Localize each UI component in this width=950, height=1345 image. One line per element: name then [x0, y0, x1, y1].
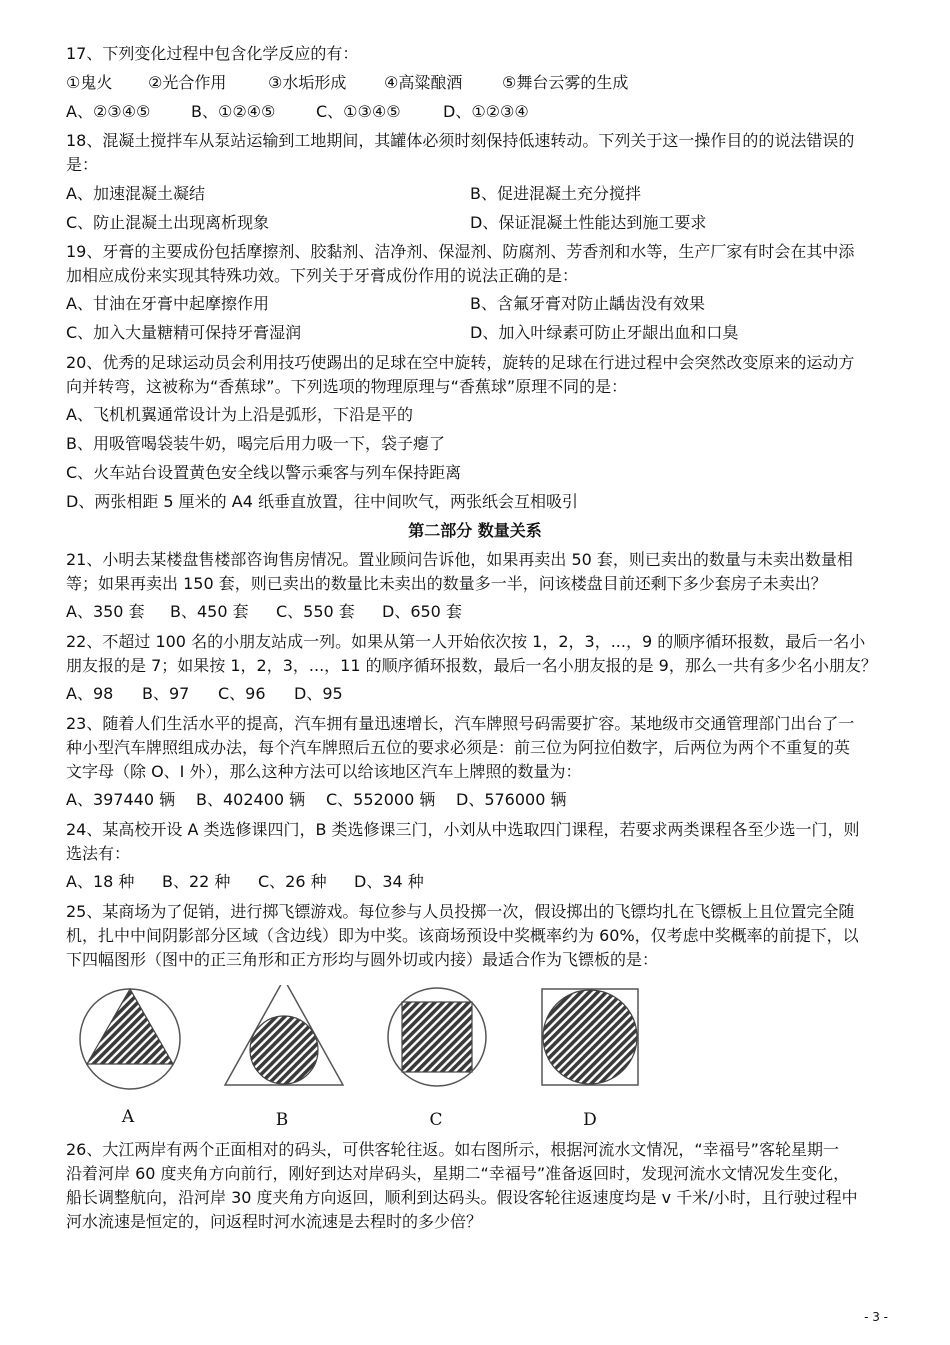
q22-stem-line2: 朋友报的是 7；如果按 1，2，3，...，11 的顺序循环报数，最后一名小朋友报的是 9，那么一共有多少名小朋友？ [66, 656, 877, 675]
q22-option-d: D、95 [294, 684, 343, 703]
q26-stem-line4: 河水流速是恒定的，问返程时河水流速是去程时的多少倍？ [66, 1212, 483, 1231]
q21-option-b: B、450 套 [170, 602, 249, 621]
q25-stem-line1: 25、某商场为了促销，进行掷飞镖游戏。每位参与人员投掷一次，假设掷出的飞镖均扎在飞镖板上且位置完全随 [66, 902, 855, 921]
q24-option-a: A、18 种 [66, 872, 135, 891]
q17-item-1: ①鬼火 [66, 73, 113, 92]
q19-option-b: B、含氟牙膏对防止龋齿没有效果 [470, 294, 705, 313]
q21-stem-line2: 等；如果再卖出 150 套，则已卖出的数量比未卖出的数量多一半，问该楼盘目前还剩下多少套房子未卖出？ [66, 574, 827, 593]
q23-stem-line2: 种小型汽车牌照组成办法，每个汽车牌照后五位的要求必须是：前三位为阿拉伯数字，后两位为两个不重复的英 [66, 738, 851, 757]
q23-option-d: D、576000 辆 [456, 790, 567, 809]
q23-option-c: C、552000 辆 [326, 790, 436, 809]
page-number: - 3 - [864, 1310, 888, 1324]
q24-option-b: B、22 种 [162, 872, 231, 891]
figure-a-circle-with-triangle [80, 989, 180, 1089]
q17-item-5: ⑤舞台云雾的生成 [502, 73, 629, 92]
q23-stem-line1: 23、随着人们生活水平的提高，汽车拥有量迅速增长，汽车牌照号码需要扩容。某地级市交通管理部门出台了一 [66, 714, 855, 733]
q17-option-d: D、①②③④ [443, 102, 529, 121]
q19-stem-line1: 19、牙膏的主要成份包括摩擦剂、胶黏剂、洁净剂、保湿剂、防腐剂、芳香剂和水等，生产厂家有时会在其中添 [66, 242, 855, 261]
q22-option-c: C、96 [218, 684, 266, 703]
q20-stem-line2: 向并转弯，这被称为“香蕉球”。下列选项的物理原理与“香蕉球”原理不同的是： [66, 377, 628, 396]
figure-label-b: B [275, 1110, 289, 1130]
q17-option-c: C、①③④⑤ [316, 102, 401, 121]
figure-label-a: A [121, 1107, 135, 1127]
q20-stem-line1: 20、优秀的足球运动员会利用技巧使踢出的足球在空中旋转，旋转的足球在行进过程中会突然改变原来的运动方 [66, 353, 855, 372]
q17-option-a: A、②③④⑤ [66, 102, 151, 121]
figure-c-circle-with-square [388, 988, 486, 1086]
q18-option-c: C、防止混凝土出现离析现象 [66, 213, 270, 232]
q17-stem: 17、下列变化过程中包含化学反应的有： [66, 44, 359, 63]
q23-option-a: A、397440 辆 [66, 790, 176, 809]
q24-option-d: D、34 种 [354, 872, 424, 891]
q26-stem-line3: 船长调整航向，沿河岸 30 度夹角方向返回，顺利到达码头。假设客轮往返速度均是 v 千米/小时，且行驶过程中 [66, 1188, 858, 1207]
q17-item-3: ③水垢形成 [268, 73, 347, 92]
q20-option-b: B、用吸管喝袋装牛奶，喝完后用力吸一下，袋子瘪了 [66, 434, 445, 453]
q20-option-d: D、两张相距 5 厘米的 A4 纸垂直放置，往中间吹气，两张纸会互相吸引 [66, 492, 578, 511]
q24-stem-line2: 选法有： [66, 844, 131, 863]
figure-b-triangle-with-circle [225, 985, 343, 1085]
q22-option-a: A、98 [66, 684, 114, 703]
q18-option-b: B、促进混凝土充分搅拌 [470, 184, 641, 203]
q21-option-d: D、650 套 [382, 602, 462, 621]
q21-stem-line1: 21、小明去某楼盘售楼部咨询售房情况。置业顾问告诉他，如果再卖出 50 套，则已卖出的数量与未卖出数量相 [66, 550, 853, 569]
q20-option-a: A、飞机机翼通常设计为上沿是弧形，下沿是平的 [66, 405, 413, 424]
q26-stem-line2: 沿着河岸 60 度夹角方向前行，刚好到达对岸码头，星期二“幸福号”准备返回时，发现河流水文情况发生变化， [66, 1164, 850, 1183]
figure-d-square-with-circle [542, 989, 638, 1085]
q18-option-a: A、加速混凝土凝结 [66, 184, 205, 203]
q22-option-b: B、97 [142, 684, 190, 703]
q21-option-a: A、350 套 [66, 602, 145, 621]
q22-stem-line1: 22、不超过 100 名的小朋友站成一列。如果从第一人开始依次按 1，2，3，...，9 的顺序循环报数，最后一名小 [66, 632, 866, 651]
q24-stem-line1: 24、某高校开设 A 类选修课四门，B 类选修课三门，小刘从中选取四门课程，若要求两类课程各至少选一门，则 [66, 820, 860, 839]
q21-option-c: C、550 套 [276, 602, 355, 621]
figure-label-d: D [583, 1110, 597, 1130]
q18-stem-line1: 18、混凝土搅拌车从泵站运输到工地期间，其罐体必须时刻保持低速转动。下列关于这一操作目的的说法错误的 [66, 131, 855, 150]
q19-option-d: D、加入叶绿素可防止牙龈出血和口臭 [470, 323, 739, 342]
q20-option-c: C、火车站台设置黄色安全线以警示乘客与列车保持距离 [66, 463, 462, 482]
q17-option-b: B、①②④⑤ [191, 102, 276, 121]
q26-stem-line1: 26、大江两岸有两个正面相对的码头，可供客轮往返。如右图所示，根据河流水文情况，“幸福号”客轮星期一 [66, 1140, 839, 1159]
q23-option-b: B、402400 辆 [196, 790, 306, 809]
q19-option-a: A、甘油在牙膏中起摩擦作用 [66, 294, 269, 313]
q18-option-d: D、保证混凝土性能达到施工要求 [470, 213, 707, 232]
q19-stem-line2: 加相应成份来实现其特殊功效。下列关于牙膏成份作用的说法正确的是： [66, 266, 579, 285]
q25-stem-line3: 下四幅图形（图中的正三角形和正方形均与圆外切或内接）最适合作为飞镖板的是： [66, 950, 659, 969]
q17-item-4: ④高粱酿酒 [384, 73, 463, 92]
figure-label-c: C [429, 1110, 443, 1130]
dartboard-figures [0, 985, 950, 1125]
q18-stem-line2: 是： [66, 155, 99, 174]
section-title: 第二部分 数量关系 [408, 521, 542, 540]
q19-option-c: C、加入大量糖精可保持牙膏湿润 [66, 323, 302, 342]
q24-option-c: C、26 种 [258, 872, 327, 891]
q23-stem-line3: 文字母（除 O、I 外），那么这种方法可以给该地区汽车上牌照的数量为： [66, 762, 582, 781]
q17-item-2: ②光合作用 [148, 73, 227, 92]
q25-stem-line2: 机，扎中中间阴影部分区域（含边线）即为中奖。该商场预设中奖概率约为 60%，仅考虑中奖概率的前提下，以 [66, 926, 859, 945]
